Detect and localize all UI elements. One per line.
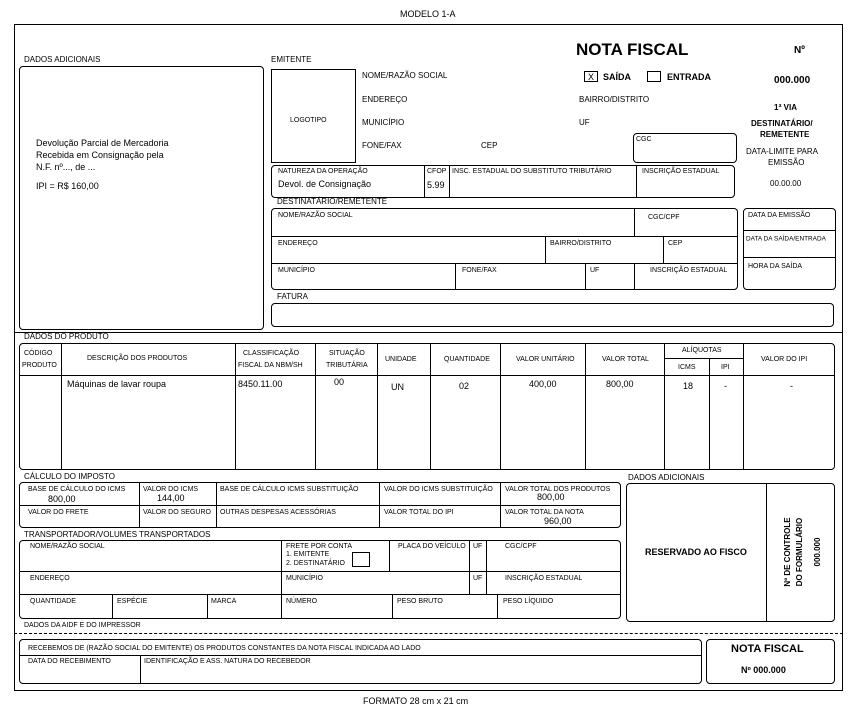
emitente-cgc-label: CGC: [636, 136, 652, 143]
base-icms-value: 800,00: [48, 494, 76, 504]
total-nota-value: 960,00: [544, 516, 572, 526]
marca-label: MARCA: [211, 598, 237, 605]
identificacao-label: IDENTIFICAÇÃO E ASS. NATURA DO RECEBEDOR: [144, 658, 311, 665]
emitente-endereco-label: ENDEREÇO: [362, 95, 408, 104]
canhoto-nf-number: Nº 000.000: [741, 665, 786, 675]
dest-fone-label: FONE/FAX: [462, 267, 497, 274]
h-sit-1: SITUAÇÃO: [329, 350, 365, 357]
nota-number: 000.000: [774, 75, 811, 86]
transp-municipio-label: MUNICÍPIO: [286, 575, 323, 582]
canhoto-nf-title: NOTA FISCAL: [731, 643, 804, 655]
row-vunit: 400,00: [529, 379, 557, 389]
natureza-label: NATUREZA DA OPERAÇÃO: [278, 168, 368, 175]
row-icms: 18: [683, 381, 694, 391]
transp-endereco-label: ENDEREÇO: [30, 575, 70, 582]
emitente-cep-label: CEP: [481, 141, 498, 150]
dest-label-1: DESTINATÁRIO/: [751, 119, 813, 128]
dest-nome-label: NOME/RAZÃO SOCIAL: [278, 212, 353, 219]
left-info-title: DADOS ADICIONAIS: [24, 55, 101, 64]
transp-uf2-label: UF: [473, 575, 483, 582]
base-icms-label: BASE DE CÁLCULO DO ICMS: [28, 486, 126, 493]
row-ipi: -: [724, 381, 727, 391]
total-nota-label: VALOR TOTAL DA NOTA: [505, 509, 584, 516]
dest-label-2: REMETENTE: [760, 130, 810, 139]
row-class: 8450.11.00: [238, 379, 283, 389]
recebemos-text: RECEBEMOS DE (RAZÃO SOCIAL DO EMITENTE) OS PRODUTOS CONSTANTES DA NOTA FISCAL INDICADA AO LADO: [28, 645, 421, 652]
total-prod-label: VALOR TOTAL DOS PRODUTOS: [505, 486, 611, 493]
outras-label: OUTRAS DESPESAS ACESSÓRIAS: [220, 509, 336, 516]
fatura-label: FATURA: [277, 292, 308, 301]
h-desc: DESCRIÇÃO DOS PRODUTOS: [87, 355, 188, 362]
insc-sub-label: INSC. ESTADUAL DO SUBSTITUTO TRIBUTÁRIO: [452, 168, 612, 175]
emitente-fone-label: FONE/FAX: [362, 141, 402, 150]
row-vtotal: 800,00: [606, 379, 634, 389]
row-qtd: 02: [459, 381, 470, 391]
row-vipi: -: [790, 381, 793, 391]
h-codigo-1: CÓDIGO: [24, 350, 53, 357]
dest-endereco-label: ENDEREÇO: [278, 240, 318, 247]
transp-insc-label: INSCRIÇÃO ESTADUAL: [505, 575, 583, 582]
dest-cep-label: CEP: [668, 240, 683, 247]
dest-uf-label: UF: [590, 267, 600, 274]
natureza-value: Devol. de Consignação: [278, 179, 372, 189]
frete-opt-2: 2. DESTINATÁRIO: [286, 560, 345, 567]
emitente-nome-label: NOME/RAZÃO SOCIAL: [362, 71, 448, 80]
frete-conta-label: FRETE POR CONTA: [286, 543, 352, 550]
saida-label: SAÍDA: [603, 72, 632, 82]
logo-box: [271, 69, 356, 163]
data-saida-label: DATA DA SAÍDA/ENTRADA: [746, 236, 826, 243]
data-emissao-label: DATA DA EMISSÃO: [748, 212, 811, 219]
placa-label: PLACA DO VEÍCULO: [398, 543, 466, 550]
limite-label-2: EMISSÃO: [768, 158, 805, 167]
especie-label: ESPÉCIE: [117, 598, 148, 605]
row-unid: UN: [391, 382, 404, 392]
h-qtd: QUANTIDADE: [444, 356, 490, 363]
cfop-label: CFOP: [427, 168, 447, 175]
seguro-label: VALOR DO SEGURO: [143, 509, 211, 516]
controle-number: 000.000: [813, 537, 822, 567]
destinatario-title: DESTINATÁRIO/REMETENTE: [277, 197, 388, 206]
quantidade-label: QUANTIDADE: [30, 598, 76, 605]
entrada-checkbox[interactable]: [647, 71, 661, 82]
valor-sub-label: VALOR DO ICMS SUBSTITUIÇÃO: [384, 486, 493, 493]
controle-label-1: Nº DE CONTROLE: [783, 517, 792, 587]
cut-line: [14, 633, 843, 634]
produto-table: [19, 343, 835, 470]
left-info-line2: Recebida em Consignação pela: [36, 150, 164, 160]
left-info-line3: N.F. nº..., de ...: [36, 162, 96, 172]
transp-uf-label: UF: [473, 543, 483, 550]
h-unid: UNIDADE: [385, 356, 417, 363]
nota-fiscal-title: NOTA FISCAL: [576, 40, 689, 59]
emitente-title: EMITENTE: [271, 55, 312, 64]
dates-box: [743, 208, 836, 290]
limite-label-1: DATA-LIMITE PARA: [746, 147, 819, 156]
dest-cgc-label: CGC/CPF: [648, 214, 680, 221]
model-label: MODELO 1-A: [400, 9, 456, 19]
row-desc: Máquinas de lavar roupa: [67, 379, 167, 389]
emitente-bairro-label: BAIRRO/DISTRITO: [579, 95, 650, 104]
via-label: 1ª VIA: [774, 103, 797, 112]
total-ipi-label: VALOR TOTAL DO IPI: [384, 509, 454, 516]
frete-label: VALOR DO FRETE: [28, 509, 89, 516]
h-codigo-2: PRODUTO: [22, 362, 57, 369]
h-valor-ipi: VALOR DO IPI: [761, 356, 808, 363]
dest-insc-label: INSCRIÇÃO ESTADUAL: [650, 267, 728, 274]
left-info-line1: Devolução Parcial de Mercadoria: [36, 138, 169, 148]
h-ipi: IPI: [721, 364, 730, 371]
h-class-1: CLASSIFICAÇÃO: [243, 350, 300, 357]
peso-bruto-label: PESO BRUTO: [397, 598, 443, 605]
saida-checkbox[interactable]: X: [584, 71, 598, 82]
format-label: FORMATO 28 cm x 21 cm: [363, 696, 469, 706]
h-vtotal: VALOR TOTAL: [602, 356, 649, 363]
numero-label-transp: NÚMERO: [286, 598, 318, 605]
entrada-label: ENTRADA: [667, 72, 711, 82]
limite-date: 00.00.00: [770, 179, 802, 188]
frete-opt-1: 1. EMITENTE: [286, 551, 330, 558]
dest-bairro-label: BAIRRO/DISTRITO: [550, 240, 612, 247]
dados-adic2-title: DADOS ADICIONAIS: [628, 473, 705, 482]
base-sub-label: BASE DE CÁLCULO ICMS SUBSTITUIÇÃO: [220, 486, 359, 493]
peso-liquido-label: PESO LÍQUIDO: [503, 598, 554, 605]
logo-label: LOGOTIPO: [290, 117, 327, 124]
frete-checkbox[interactable]: [352, 552, 370, 567]
numero-label: Nº: [794, 45, 805, 56]
data-recebimento-label: DATA DO RECEBIMENTO: [28, 658, 111, 665]
valor-icms-value: 144,00: [157, 493, 185, 503]
emitente-uf-label: UF: [579, 118, 590, 127]
transp-cgc-label: CGC/CPF: [505, 543, 537, 550]
h-aliquotas: ALÍQUOTAS: [682, 347, 722, 354]
controle-label-2: DO FORMULÁRIO: [795, 517, 804, 587]
total-prod-value: 800,00: [537, 492, 565, 502]
valor-icms-label: VALOR DO ICMS: [143, 486, 199, 493]
transp-nome-label: NOME/RAZÃO SOCIAL: [30, 543, 105, 550]
fatura-box: [271, 303, 834, 327]
transportador-title: TRANSPORTADOR/VOLUMES TRANSPORTADOS: [24, 530, 211, 539]
h-vunit: VALOR UNITÁRIO: [516, 356, 575, 363]
reservado-fisco: RESERVADO AO FISCO: [645, 547, 747, 557]
natureza-insc-label: INSCRIÇÃO ESTADUAL: [642, 168, 720, 175]
h-sit-2: TRIBUTÁRIA: [326, 362, 368, 369]
row-sit: 00: [334, 377, 345, 387]
emitente-municipio-label: MUNICÍPIO: [362, 118, 405, 127]
impressor-label: DADOS DA AIDF E DO IMPRESSOR: [24, 622, 141, 629]
dest-municipio-label: MUNICÍPIO: [278, 267, 315, 274]
cfop-value: 5.99: [427, 180, 445, 190]
left-info-box: [19, 66, 264, 330]
hora-saida-label: HORA DA SAÍDA: [748, 263, 803, 270]
calculo-title: CÁLCULO DO IMPOSTO: [24, 472, 115, 481]
produto-title: DADOS DO PRODUTO: [24, 332, 109, 341]
h-icms: ICMS: [678, 364, 696, 371]
left-info-ipi: IPI = R$ 160,00: [36, 181, 99, 191]
h-class-2: FISCAL DA NBM/SH: [238, 362, 303, 369]
